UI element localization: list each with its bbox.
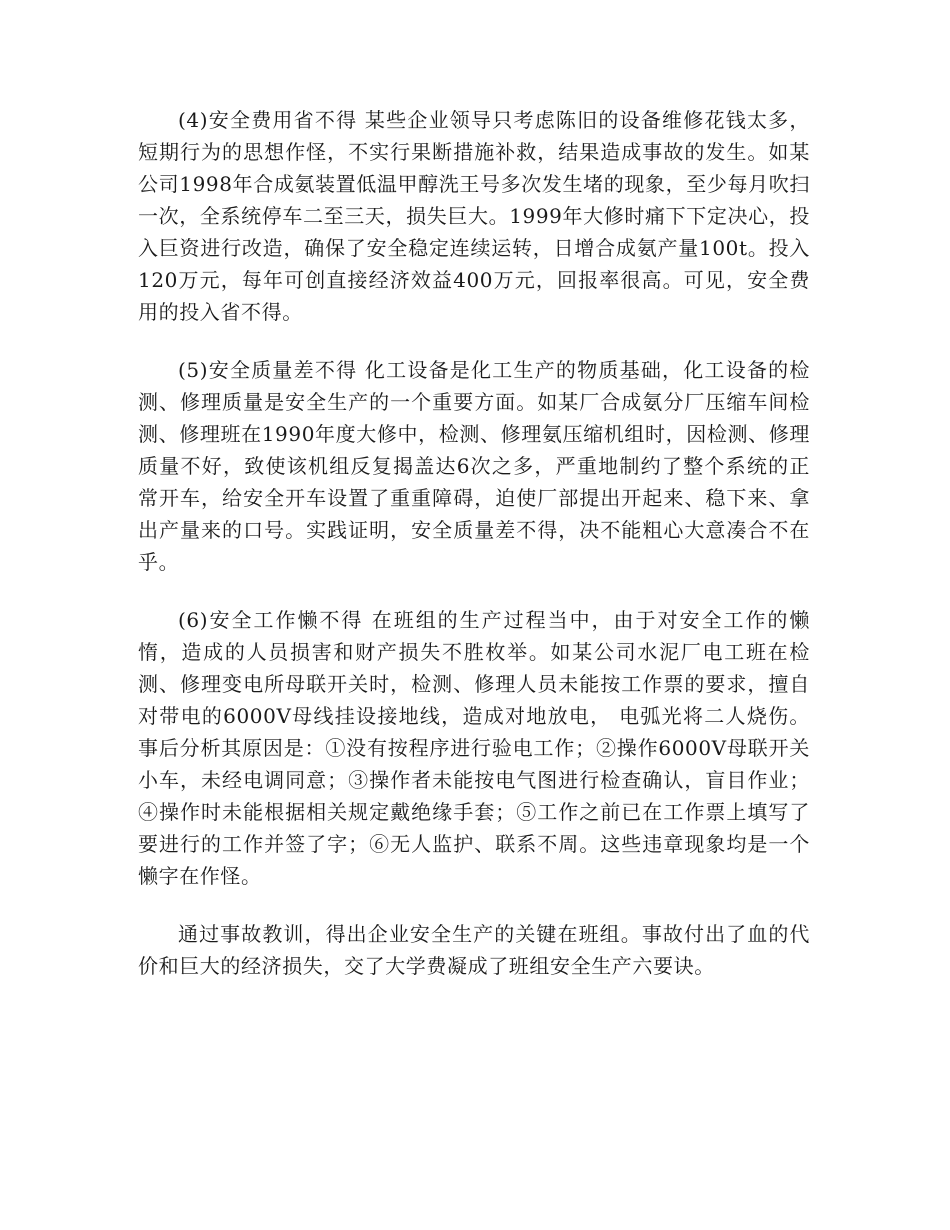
paragraph-safety-cost: (4)安全费用省不得 某些企业领导只考虑陈旧的设备维修花钱太多，短期行为的思想作怪，不实行果断措施补救，结果造成事故的发生。如某公司1998年合成氨装置低温甲醇洗王号多次发生堵的现象，至少每月吹扫一次，全系统停车二至三天，损失巨大。1999年大修时痛下下定决心，投入巨资进行改造，确保了安全稳定连续运转，日增合成氨产量100t。投入120万元，每年可创直接经济效益400万元，回报率很高。可见，安全费用的投入省不得。 [138, 108, 810, 324]
paragraph-safety-work: (6)安全工作懒不得 在班组的生产过程当中，由于对安全工作的懒惰，造成的人员损害和财产损失不胜枚举。如某公司水泥厂电工班在检测、修理变电所母联开关时，检测、修理人员未能按工作票的要求，擅自对带电的6000V母线挂设接地线，造成对地放电， 电弧光将二人烧伤。事后分析其原因是：①没有按程序进行验电工作；②操作6000V母联开关小车，未经电调同意；③操作者未能按电气图进行检查确认，盲目作业；④操作时未能根据相关规定戴绝缘手套；⑤工作之前已在工作票上填写了要进行的工作并签了字；⑥无人监护、联系不周。这些违章现象均是一个懒字在作怪。 [138, 608, 810, 888]
paragraph-safety-quality: (5)安全质量差不得 化工设备是化工生产的物质基础，化工设备的检测、修理质量是安全生产的一个重要方面。如某厂合成氨分厂压缩车间检测、修理班在1990年度大修中，检测、修理氨压缩机组时，因检测、修理质量不好，致使该机组反复揭盖达6次之多，严重地制约了整个系统的正常开车，给安全开车设置了重重障碍，迫使厂部提出开起来、稳下来、拿出产量来的口号。实践证明，安全质量差不得，决不能粗心大意凑合不在乎。 [138, 358, 810, 574]
document-body [138, 104, 810, 1008]
paragraph-conclusion: 通过事故教训，得出企业安全生产的关键在班组。事故付出了血的代价和巨大的经济损失，交了大学费凝成了班组安全生产六要诀。 [138, 922, 810, 978]
